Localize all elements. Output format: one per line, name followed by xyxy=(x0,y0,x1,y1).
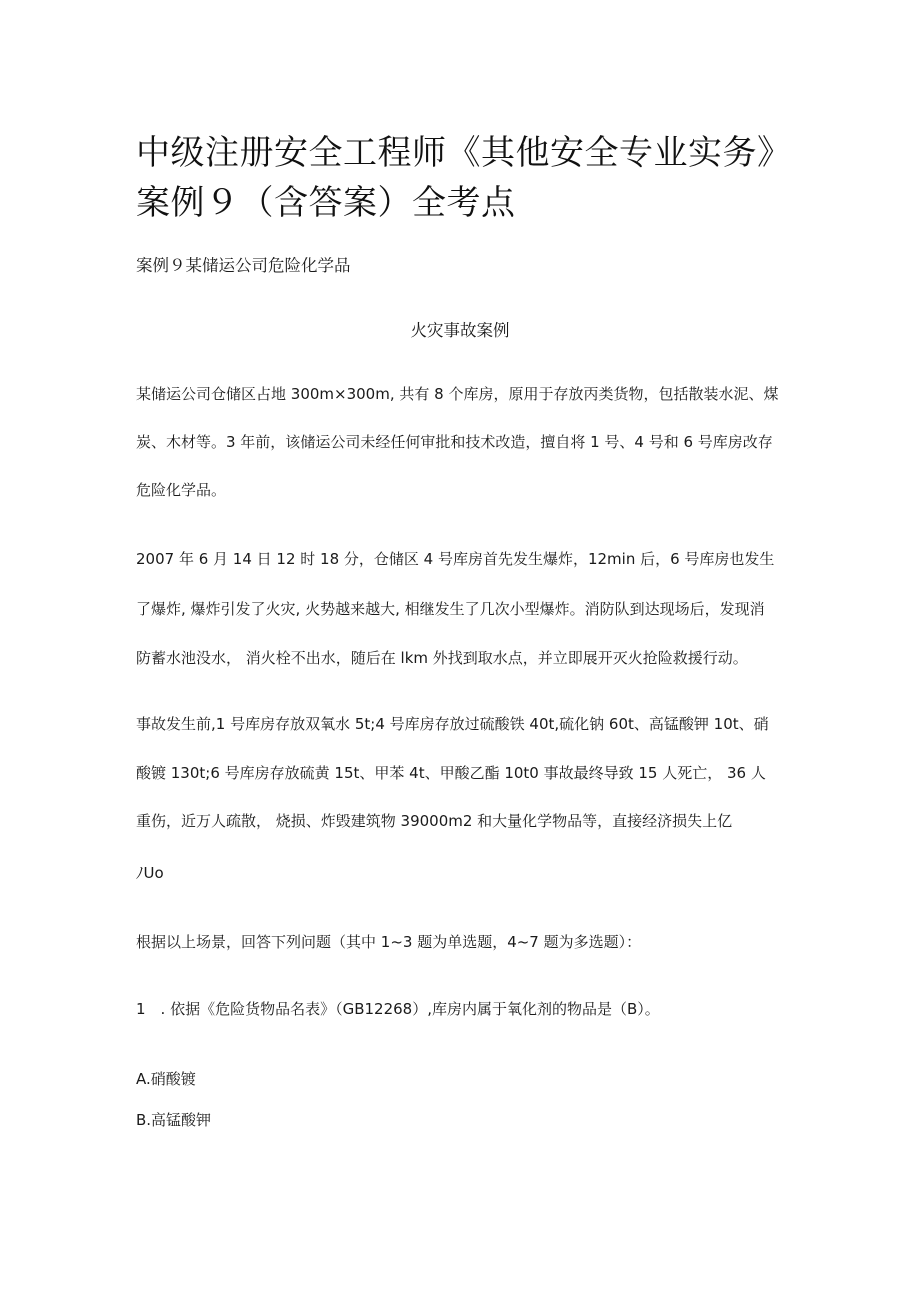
paragraph-line: 某储运公司仓储区占地 300m×300m, 共有 8 个库房，原用于存放丙类货物，包括散装水泥、煤 xyxy=(136,385,779,403)
question-instruction: 根据以上场景，回答下列问题（其中 1~3 题为单选题，4~7 题为多选题）： xyxy=(136,933,642,951)
paragraph-line: 危险化学品。 xyxy=(136,481,227,499)
paragraph-line: ﾉUo xyxy=(136,864,164,882)
paragraph-line: 了爆炸, 爆炸引发了火灾, 火势越来越大, 相继发生了几次小型爆炸。消防队到达现场后，发现消 xyxy=(136,600,765,618)
paragraph-line: 炭、木材等。3 年前，该储运公司未经任何审批和技术改造，擅自将 1 号、4 号和 6 号库房改存 xyxy=(136,433,773,451)
option-a: A.硝酸镀 xyxy=(136,1070,196,1088)
paragraph-line: 防蓄水池没水， 消火栓不出水，随后在 lkm 外找到取水点，并立即展开灭火抢险救援行动。 xyxy=(136,649,748,667)
paragraph-line: 2007 年 6 月 14 日 12 时 18 分，仓储区 4 号库房首先发生爆炸，12min 后，6 号库房也发生 xyxy=(136,550,775,568)
option-b: B.高锰酸钾 xyxy=(136,1111,212,1129)
title-line-1: 中级注册安全工程师《其他安全专业实务》 xyxy=(136,133,792,173)
document-title xyxy=(136,128,816,228)
paragraph-line: 重伤，近万人疏散， 烧损、炸毁建筑物 39000m2 和大量化学物品等，直接经济损失上亿 xyxy=(136,812,733,830)
title-line-2: 案例９（含答案）全考点 xyxy=(136,183,516,223)
paragraph-line: 事故发生前,1 号库房存放双氧水 5t;4 号库房存放过硫酸铁 40t,硫化钠 60t、高锰酸钾 10t、硝 xyxy=(136,715,769,733)
question-1: 1 . 依据《危险货物品名表》（GB12268）,库房内属于氧化剂的物品是（B）。 xyxy=(136,1000,660,1018)
case-subheading: 火灾事故案例 xyxy=(410,321,510,340)
paragraph-line: 酸镀 130t;6 号库房存放硫黄 15t、甲苯 4t、甲酸乙酯 10t0 事故最终导致 15 人死亡， 36 人 xyxy=(136,764,766,782)
case-heading: 案例９某储运公司危险化学品 xyxy=(136,256,351,275)
